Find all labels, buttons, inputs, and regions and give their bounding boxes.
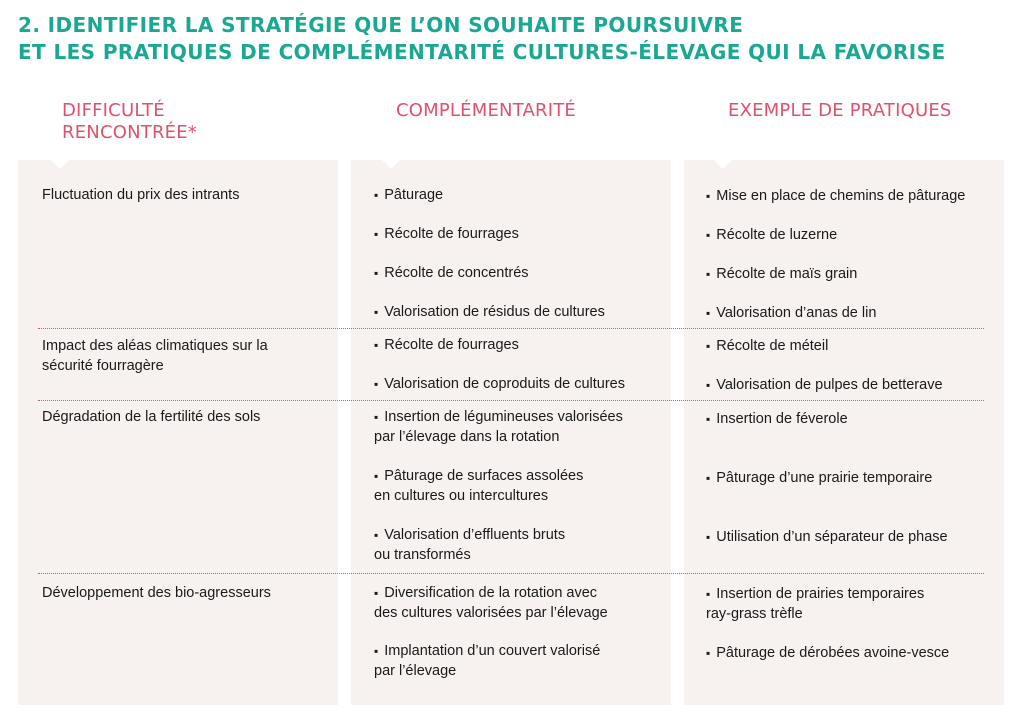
bullet-icon: ▪ [706, 587, 711, 601]
complementarity-item-text: Pâturage de surfaces assolées en cultures ou intercultures [374, 468, 584, 504]
title-line-1: 2. IDENTIFIER LA STRATÉGIE QUE L’ON SOUHAITE POURSUIVRE [18, 13, 744, 37]
header-practices: EXEMPLE DE PRATIQUES [728, 100, 952, 121]
practices-item [706, 264, 857, 284]
practices-item-text: Valorisation de pulpes de betterave [716, 377, 943, 393]
complementarity-item [374, 335, 519, 355]
practices-item [706, 186, 965, 206]
complementarity-item-text: Valorisation d’effluents bruts ou transformés [374, 527, 566, 563]
complementarity-item [374, 263, 529, 283]
practices-item [706, 584, 924, 624]
practices-item [706, 303, 876, 323]
complementarity-item [374, 525, 565, 565]
bullet-icon: ▪ [706, 339, 711, 353]
complementarity-item [374, 185, 443, 205]
bullet-icon: ▪ [374, 305, 379, 319]
complementarity-item [374, 302, 605, 322]
practices-item [706, 409, 848, 429]
complementarity-item [374, 583, 608, 623]
row-divider [38, 573, 984, 574]
bullet-icon: ▪ [374, 528, 379, 542]
complementarity-item [374, 374, 625, 394]
practices-item [706, 527, 948, 547]
panel-difficulty [18, 160, 338, 705]
bullet-icon: ▪ [374, 377, 379, 391]
notch-difficulty [38, 147, 82, 169]
header-complementarity: COMPLÉMENTARITÉ [396, 100, 576, 121]
practices-item-text: Récolte de méteil [716, 338, 829, 354]
practices-item [706, 336, 828, 356]
header-difficulty: DIFFICULTÉ RENCONTRÉE* [62, 100, 197, 143]
complementarity-item-text: Pâturage [384, 187, 444, 203]
complementarity-item-text: Valorisation de coproduits de cultures [384, 376, 625, 392]
complementarity-item [374, 641, 600, 681]
complementarity-item-text: Récolte de fourrages [384, 337, 519, 353]
bullet-icon: ▪ [706, 228, 711, 242]
bullet-icon: ▪ [706, 646, 711, 660]
practices-item-text: Insertion de féverole [716, 411, 848, 427]
bullet-icon: ▪ [706, 306, 711, 320]
bullet-icon: ▪ [706, 189, 711, 203]
title-line-2: ET LES PRATIQUES DE COMPLÉMENTARITÉ CULTURES-ÉLEVAGE QUI LA FAVORISE [18, 40, 946, 64]
bullet-icon: ▪ [374, 644, 379, 658]
bullet-icon: ▪ [374, 266, 379, 280]
bullet-icon: ▪ [374, 469, 379, 483]
row-divider [38, 400, 984, 401]
bullet-icon: ▪ [374, 586, 379, 600]
practices-item-text: Insertion de prairies temporaires ray-grass trèfle [706, 586, 925, 622]
notch-practices [701, 147, 745, 169]
complementarity-item-text: Récolte de concentrés [384, 265, 529, 281]
difficulty-cell: Fluctuation du prix des intrants [42, 187, 240, 203]
page-title [18, 12, 946, 66]
notch-complementarity [369, 147, 413, 169]
practices-item-text: Récolte de maïs grain [716, 266, 858, 282]
practices-item-text: Pâturage d’une prairie temporaire [716, 470, 933, 486]
practices-item [706, 375, 943, 395]
difficulty-cell: Impact des aléas climatiques sur la sécurité fourragère [42, 338, 268, 374]
complementarity-item [374, 407, 623, 447]
practices-item-text: Valorisation d’anas de lin [716, 305, 877, 321]
complementarity-item [374, 224, 519, 244]
practices-item-text: Mise en place de chemins de pâturage [716, 188, 966, 204]
complementarity-item-text: Diversification de la rotation avec des cultures valorisées par l’élevage [374, 585, 608, 621]
bullet-icon: ▪ [706, 412, 711, 426]
complementarity-item-text: Implantation d’un couvert valorisé par l’élevage [374, 643, 601, 679]
bullet-icon: ▪ [374, 188, 379, 202]
practices-item [706, 468, 932, 488]
bullet-icon: ▪ [706, 378, 711, 392]
practices-item-text: Pâturage de dérobées avoine-vesce [716, 645, 950, 661]
bullet-icon: ▪ [374, 227, 379, 241]
bullet-icon: ▪ [706, 471, 711, 485]
practices-item-text: Récolte de luzerne [716, 227, 838, 243]
complementarity-item [374, 466, 583, 506]
practices-item [706, 643, 949, 663]
complementarity-item-text: Valorisation de résidus de cultures [384, 304, 605, 320]
bullet-icon: ▪ [374, 410, 379, 424]
practices-item-text: Utilisation d’un séparateur de phase [716, 529, 948, 545]
practices-item [706, 225, 837, 245]
difficulty-cell: Dégradation de la fertilité des sols [42, 409, 261, 425]
difficulty-cell: Développement des bio-agresseurs [42, 585, 271, 601]
row-divider [38, 328, 984, 329]
bullet-icon: ▪ [374, 338, 379, 352]
complementarity-item-text: Récolte de fourrages [384, 226, 519, 242]
complementarity-item-text: Insertion de légumineuses valorisées par l’élevage dans la rotation [374, 409, 623, 445]
bullet-icon: ▪ [706, 530, 711, 544]
bullet-icon: ▪ [706, 267, 711, 281]
